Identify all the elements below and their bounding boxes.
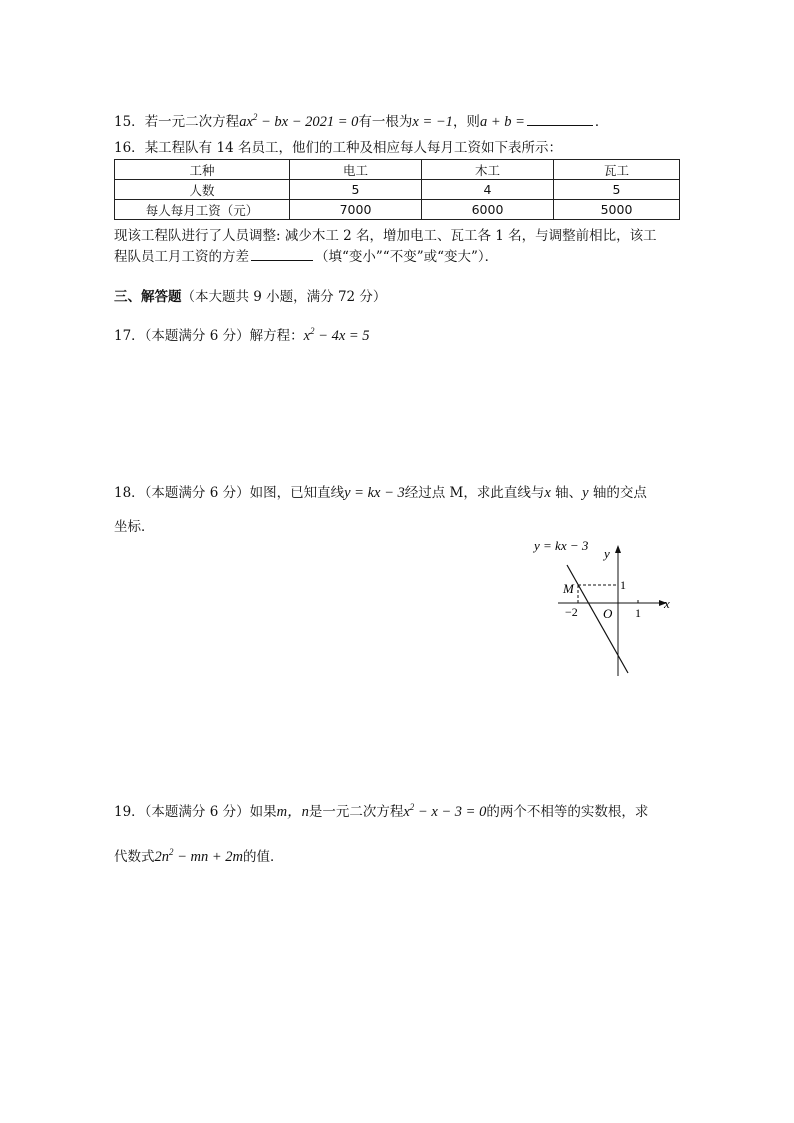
- q15-expr: a + b =: [479, 114, 525, 130]
- q15-text-mid: 有一根为: [358, 114, 413, 130]
- q18-label: 18．（本题满分 6 分）如图，已知直线: [114, 485, 345, 501]
- question-19: [114, 798, 648, 821]
- q15-text-before: 若一元二次方程: [144, 114, 240, 130]
- q16-follow-line2: [114, 248, 498, 266]
- table-header-cell: 木工: [422, 160, 554, 180]
- table-row: [115, 200, 680, 220]
- wage-table: [114, 159, 680, 220]
- q19-vars: m，n: [276, 804, 309, 820]
- q16-number: 16．: [114, 140, 145, 156]
- graph-line-label: y = kx − 3: [534, 538, 589, 553]
- section-3-title: 三、解答题: [114, 289, 182, 305]
- section-3-note: （本大题共 9 小题，满分 72 分）: [181, 289, 387, 305]
- q19-line2-a: 代数式: [114, 849, 155, 865]
- q19-line2-b: 的值．: [243, 849, 284, 865]
- y-axis-label: y: [604, 546, 610, 561]
- q18-text-b: 轴、: [550, 485, 583, 501]
- q17-label: 17．（本题满分 6 分）解方程：: [114, 328, 304, 344]
- table-header-cell: 电工: [290, 160, 422, 180]
- table-cell: 5000: [554, 200, 680, 220]
- q18-text-c: 轴的交点: [588, 485, 647, 501]
- origin-label: O: [603, 606, 613, 621]
- table-cell: 6000: [422, 200, 554, 220]
- q18-line2: 坐标．: [114, 519, 155, 535]
- x-tick-1-label: 1: [635, 606, 641, 620]
- q17-equation: $x^2 - 4x = 5$: [303, 326, 370, 344]
- q18-coordinate-figure: [530, 536, 680, 681]
- table-cell: 5: [554, 180, 680, 200]
- table-row: [115, 180, 680, 200]
- q15-text-then: ，则: [452, 114, 480, 130]
- table-cell: 人数: [115, 180, 290, 200]
- q19-label: 19．（本题满分 6 分）如果: [114, 804, 277, 820]
- q16-intro: 某工程队有 14 名员工，他们的工种及相应每人每月工资如下表所示：: [144, 140, 562, 156]
- question-15: [114, 108, 608, 131]
- question-16-intro: [114, 139, 562, 157]
- q15-root: x = −1: [412, 114, 453, 130]
- q16-follow-text-b: （填“变小”“不变”或“变大”）．: [315, 249, 499, 265]
- section-3-heading: [114, 288, 386, 306]
- graph-line: [567, 565, 628, 673]
- q18-text-a: 经过点 M，求此直线与: [404, 485, 545, 501]
- table-header-cell: 工种: [115, 160, 290, 180]
- table-cell: 5: [290, 180, 422, 200]
- point-m-label: M: [563, 581, 574, 596]
- table-cell: 每人每月工资（元）: [115, 200, 290, 220]
- y-tick-1-label: 1: [620, 578, 626, 592]
- q18-x-axis: x: [544, 485, 551, 501]
- table-header-cell: 瓦工: [554, 160, 680, 180]
- q19-expression: $2n^2$ − mn + 2m: [154, 847, 244, 865]
- table-cell: 4: [422, 180, 554, 200]
- q15-answer-blank[interactable]: [527, 113, 593, 126]
- q18-y-axis: y: [582, 485, 589, 501]
- q19-line2: [114, 843, 284, 866]
- q19-text-a: 是一元二次方程: [308, 804, 404, 820]
- table-cell: 7000: [290, 200, 422, 220]
- table-header-row: [115, 160, 680, 180]
- q19-equation: $x^2 - x - 3 = 0$: [403, 802, 487, 820]
- question-18: [114, 484, 647, 502]
- q15-equation: $ax^2$ − bx − 2021 = 0: [239, 112, 359, 130]
- q18-line-eq: y = kx − 3: [344, 485, 405, 501]
- q16-follow-line1: 现该工程队进行了人员调整: 减少木工 2 名，增加电工、瓦工各 1 名，与调整前相比，该工: [114, 228, 657, 244]
- q16-answer-blank[interactable]: [251, 248, 313, 261]
- q16-follow-text-a: 程队员工月工资的方差: [114, 249, 249, 265]
- y-axis-arrow: [615, 545, 621, 553]
- q15-end: ．: [594, 114, 609, 130]
- x-tick-neg2-label: −2: [565, 605, 578, 619]
- question-17: [114, 322, 370, 345]
- q15-number: 15．: [114, 114, 145, 130]
- q19-text-b: 的两个不相等的实数根，求: [486, 804, 649, 820]
- x-axis-label: x: [664, 596, 670, 611]
